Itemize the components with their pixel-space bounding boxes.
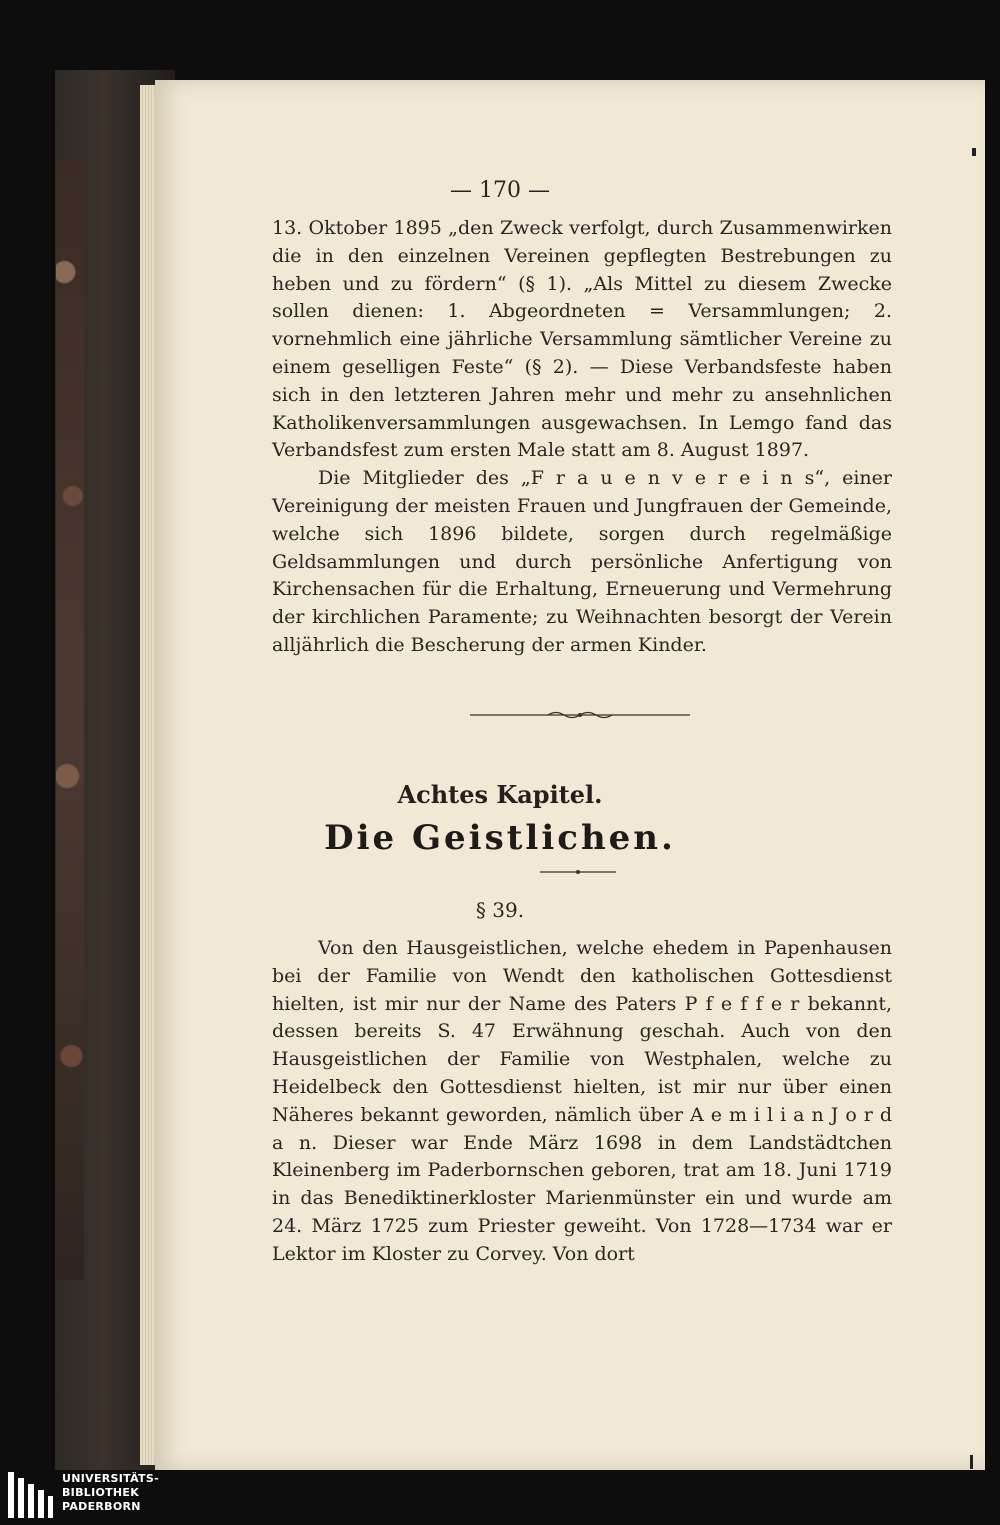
paragraph-hausgeistliche: Von den Hausgeistlichen, welche ehedem in Papenhausen bei der Familie von Wendt den katholischen Gottesdienst hielten, ist mir nur der Name des Paters P f e f f e r bekannt, dessen bereits S. 47 Erwähnung geschah. Auch von den Hausgeistlichen der Familie von Westphalen, welche zu Heidelbeck den Gottesdienst hielten, ist mir nur über einen Näheres bekannt geworden, nämlich über A e m i l i a n J o r d a n. Dieser war Ende März 1698 in dem Landstädtchen Kleinenberg im Paderbornschen geboren, trat am 18. Juni 1719 in das Benediktinerkloster Marienmünster ein und wurde am 24. März 1725 zum Priester geweiht. Von 1728—1734 war er Lektor im Kloster zu Corvey. Von dort <box>272 937 892 1265</box>
chapter-label: Achtes Kapitel. <box>397 780 603 809</box>
logo-line-1: UNIVERSITÄTS- <box>62 1472 159 1485</box>
page-number: — 170 — <box>450 178 550 203</box>
logo-line-2: BIBLIOTHEK <box>62 1486 140 1499</box>
marbled-endpaper <box>56 160 84 1280</box>
library-logo <box>6 1470 206 1520</box>
margin-mark <box>972 148 976 156</box>
small-divider <box>540 867 616 877</box>
text-block-top <box>272 215 892 660</box>
text-block-bottom <box>272 935 892 1269</box>
library-logo-icon <box>6 1472 54 1518</box>
paragraph-frauenverein: Die Mitglieder des „F r a u e n v e r e i n s“, einer Vereinigung der meisten Frauen und Jungfrauen der Gemeinde, welche sich 1896 bildete, sorgen durch regelmäßige Geldsammlungen und durch persönliche Anfertigung von Kirchensachen für die Erhaltung, Erneuerung und Vermehrung der kirchlichen Paramente; zu Weihnachten besorgt der Verein alljährlich die Bescherung der armen Kinder. <box>272 467 892 656</box>
library-logo-text <box>62 1472 159 1514</box>
chapter-title: Die Geistlichen. <box>324 818 676 858</box>
margin-mark <box>970 1455 973 1469</box>
section-heading: § 39. <box>475 898 525 922</box>
logo-line-3: PADERBORN <box>62 1500 141 1513</box>
paragraph-verband: 13. Oktober 1895 „den Zweck verfolgt, durch Zusammenwirken die in den einzelnen Vereinen gepflegten Bestrebungen zu heben und zu fördern“ (§ 1). „Als Mittel zu diesem Zwecke sollen dienen: 1. Abgeordneten = Versammlungen; 2. vornehmlich eine jährliche Versammlung sämtlicher Vereine zu einem geselligen Feste“ (§ 2). — Diese Verbandsfeste haben sich in den letzteren Jahren mehr und mehr zu ansehnlichen Katholikenversammlungen ausgewachsen. In Lemgo fand das Verbandsfest zum ersten Male statt am 8. August 1897. <box>272 217 892 462</box>
ornament-divider <box>470 708 690 722</box>
